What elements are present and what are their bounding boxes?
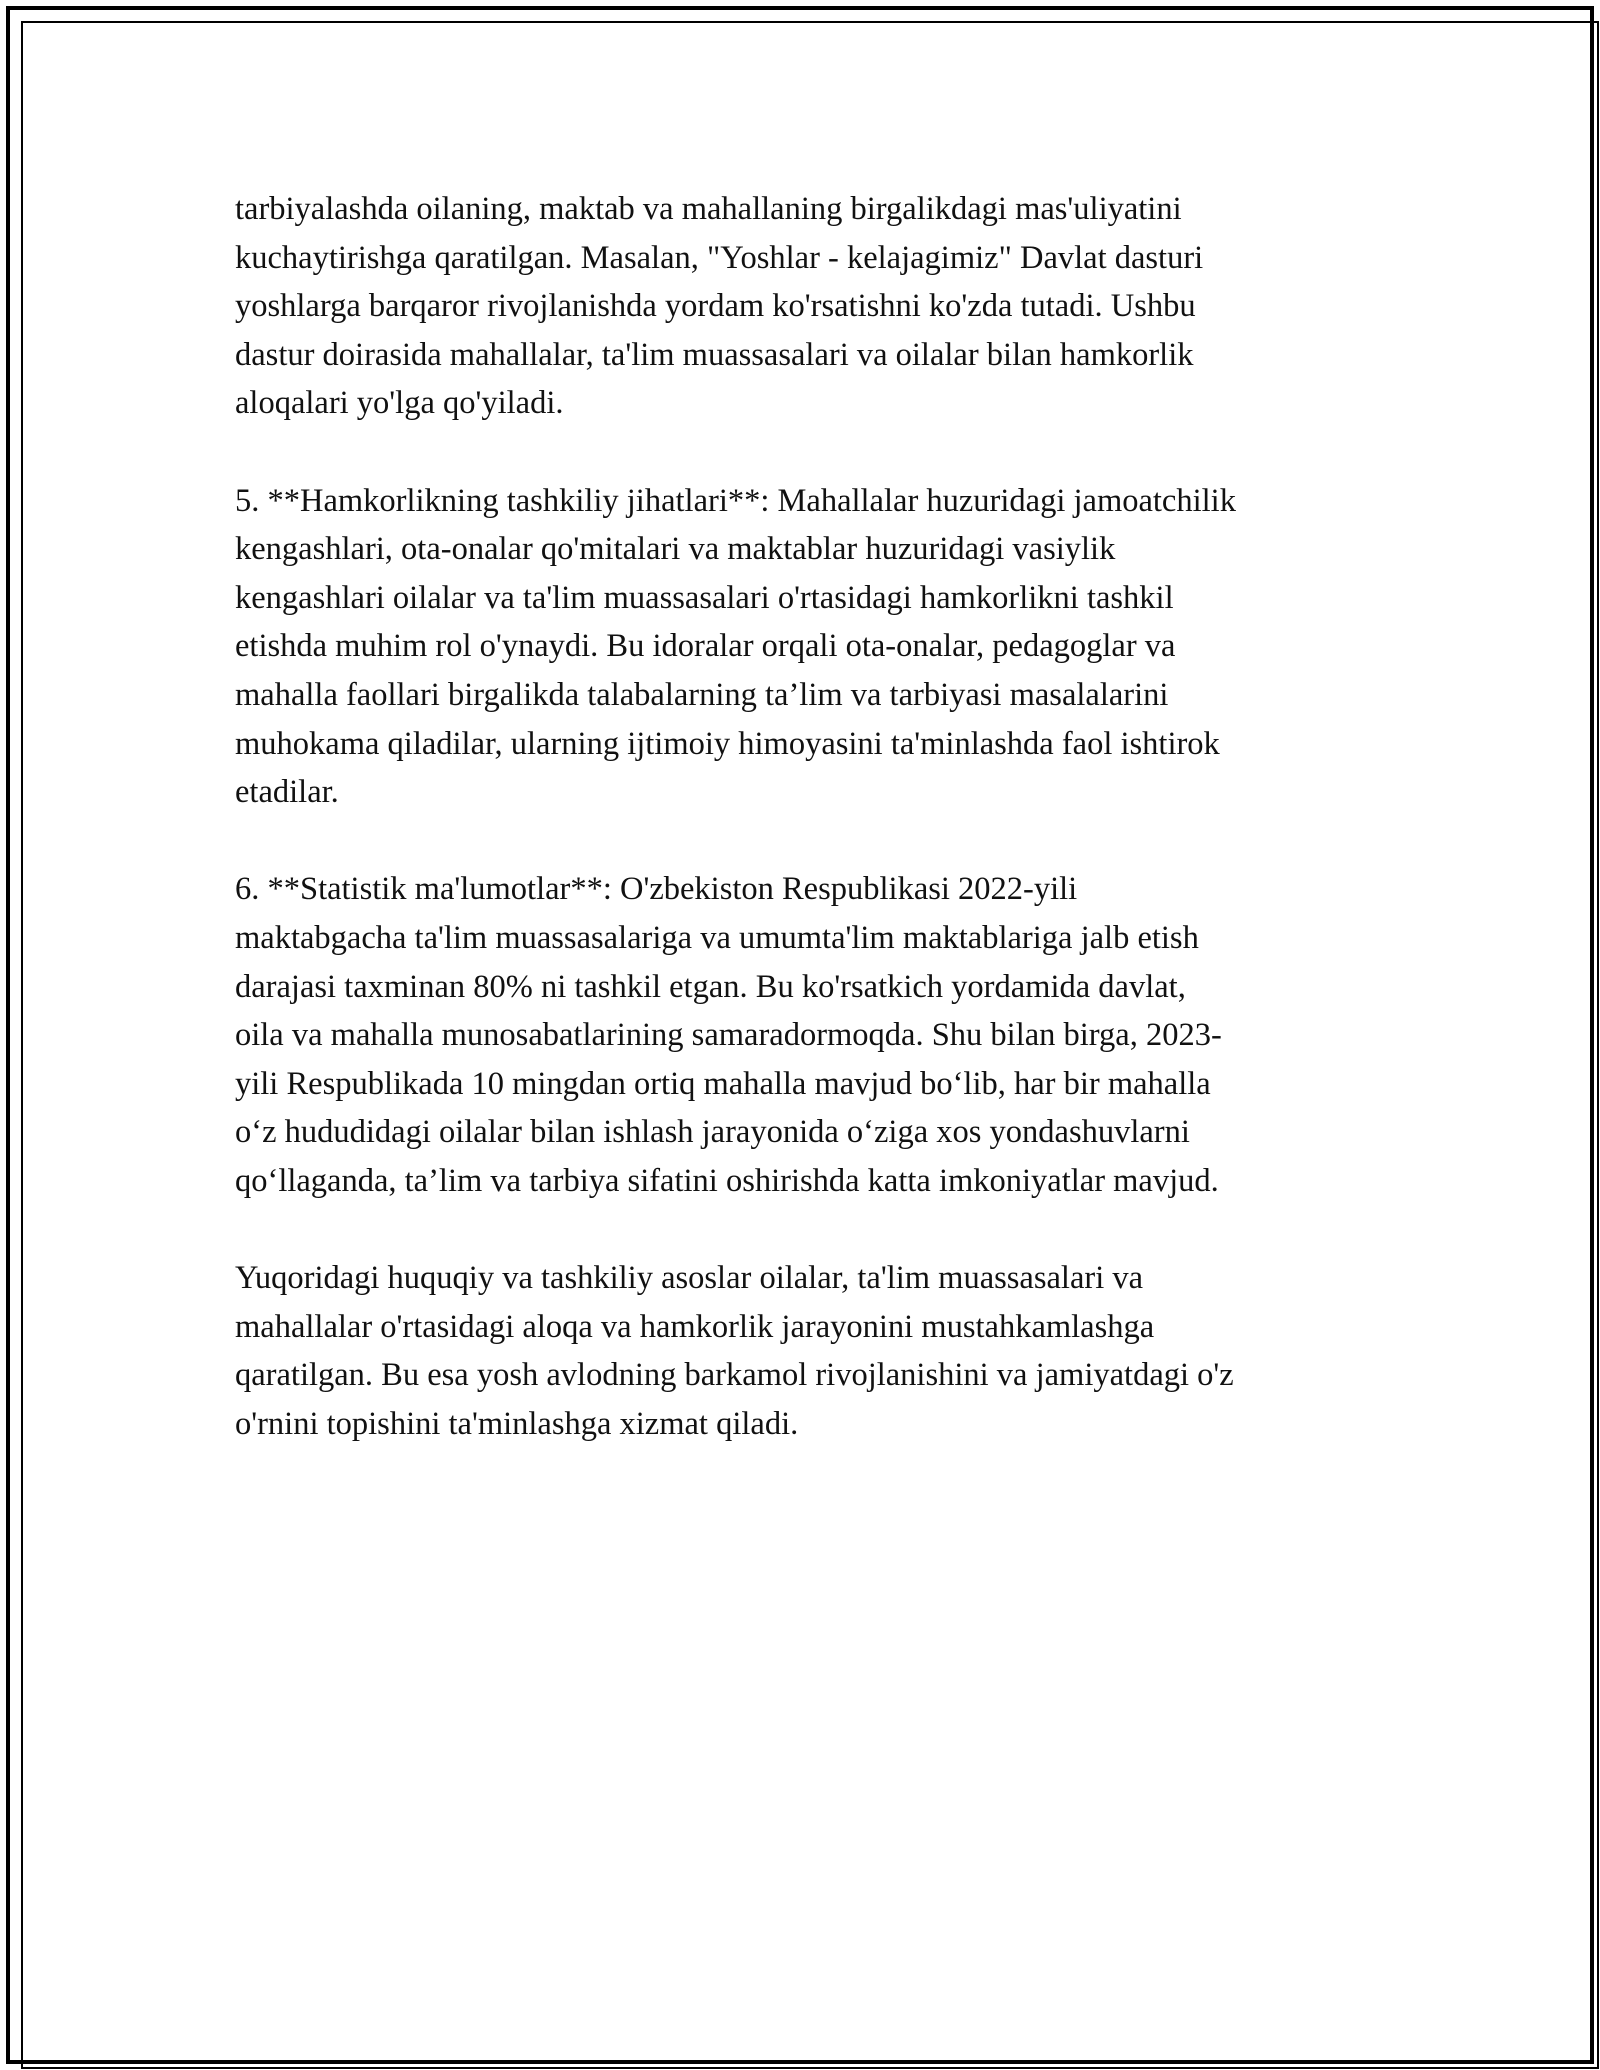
text-line: maktabgacha ta'lim muassasalariga va umumta'lim maktablariga jalb etish <box>235 919 1199 956</box>
text-line: mahalla faollari birgalikda talabalarning ta’lim va tarbiyasi masalalarini <box>235 676 1169 713</box>
text-line: kuchaytirishga qaratilgan. Masalan, "Yoshlar - kelajagimiz" Davlat dasturi <box>235 239 1204 276</box>
text-line: dastur doirasida mahallalar, ta'lim muassasalari va oilalar bilan hamkorlik <box>235 336 1194 373</box>
text-line: mahallalar o'rtasidagi aloqa va hamkorlik jarayonini mustahkamlashga <box>235 1308 1155 1345</box>
document-body <box>235 185 1370 1497</box>
text-line: yoshlarga barqaror rivojlanishda yordam ko'rsatishni ko'zda tutadi. Ushbu <box>235 288 1196 325</box>
paragraph-item-6 <box>235 865 1370 1205</box>
text-line: etadilar. <box>235 774 339 811</box>
paragraph-intro-continuation <box>235 185 1370 428</box>
text-line: 6. **Statistik ma'lumotlar**: O'zbekiston Respublikasi 2022-yili <box>235 871 1078 908</box>
paragraph-conclusion <box>235 1254 1370 1448</box>
text-line: o‘z hududidagi oilalar bilan ishlash jarayonida o‘ziga xos yondashuvlarni <box>235 1114 1190 1151</box>
text-line: 5. **Hamkorlikning tashkiliy jihatlari**: Mahallalar huzuridagi jamoatchilik <box>235 482 1236 519</box>
text-line: muhokama qiladilar, ularning ijtimoiy himoyasini ta'minlashda faol ishtirok <box>235 725 1220 762</box>
text-line: darajasi taxminan 80% ni tashkil etgan. Bu ko'rsatkich yordamida davlat, <box>235 968 1186 1005</box>
text-line: o'rnini topishini ta'minlashga xizmat qiladi. <box>235 1405 799 1442</box>
text-line: kengashlari oilalar va ta'lim muassasalari o'rtasidagi hamkorlikni tashkil <box>235 579 1174 616</box>
text-line: oila va mahalla munosabatlarining samaradormoqda. Shu bilan birga, 2023- <box>235 1017 1222 1054</box>
text-line: yili Respublikada 10 mingdan ortiq mahalla mavjud bo‘lib, har bir mahalla <box>235 1065 1211 1102</box>
text-line: tarbiyalashda oilaning, maktab va mahallaning birgalikdagi mas'uliyatini <box>235 191 1182 227</box>
text-line: aloqalari yo'lga qo'yiladi. <box>235 385 564 422</box>
text-line: kengashlari, ota-onalar qo'mitalari va maktablar huzuridagi vasiylik <box>235 531 1116 568</box>
text-line: qo‘llaganda, ta’lim va tarbiya sifatini oshirishda katta imkoniyatlar mavjud. <box>235 1162 1219 1199</box>
text-line: Yuqoridagi huquqiy va tashkiliy asoslar oilalar, ta'lim muassasalari va <box>235 1260 1144 1297</box>
text-line: etishda muhim rol o'ynaydi. Bu idoralar orqali ota-onalar, pedagoglar va <box>235 628 1176 665</box>
paragraph-item-5 <box>235 477 1370 817</box>
text-line: qaratilgan. Bu esa yosh avlodning barkamol rivojlanishini va jamiyatdagi o'z <box>235 1357 1234 1394</box>
